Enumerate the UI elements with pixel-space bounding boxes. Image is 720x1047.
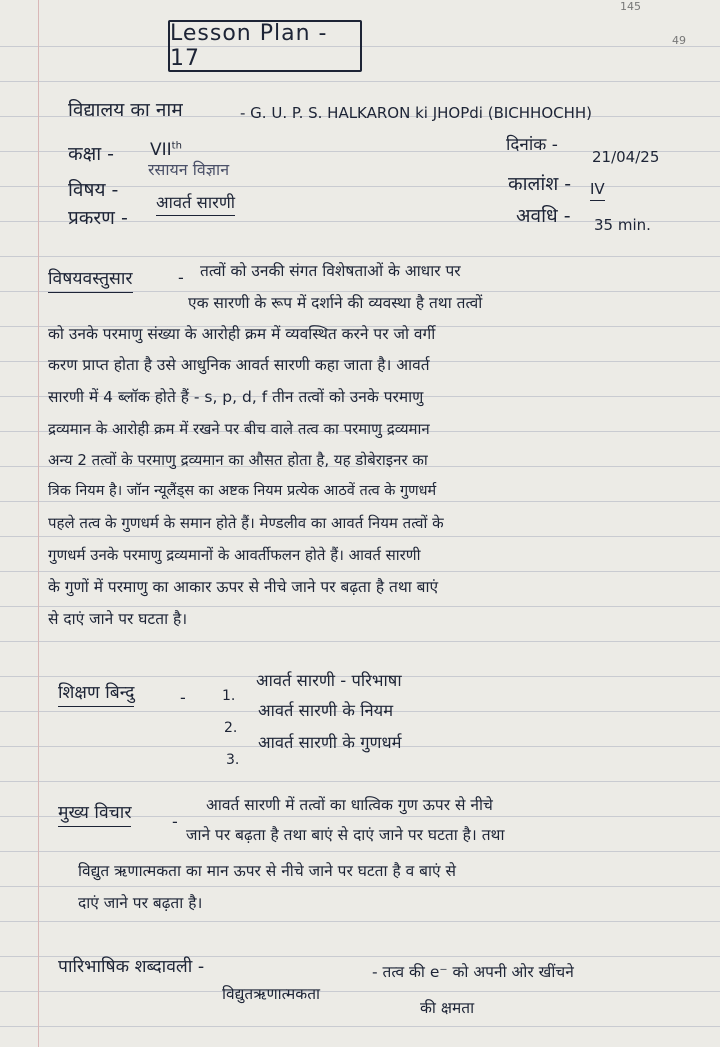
content-line-12: से दाएं जाने पर घटता है। [48, 610, 188, 628]
class-value [150, 140, 182, 160]
content-line-6: द्रव्यमान के आरोही क्रम में रखने पर बीच वाले तत्व का परमाणु द्रव्यमान [48, 420, 430, 438]
main-idea-label: मुख्य विचार [58, 800, 131, 827]
glossary-definition: - तत्व की e⁻ को अपनी ओर खींचने [372, 963, 574, 981]
topic-value: आवर्त सारणी [156, 190, 235, 216]
lesson-title-box [168, 20, 362, 72]
class-label: कक्षा - [68, 143, 115, 165]
content-line-1: तत्वों को उनकी संगत विशेषताओं के आधार पर [200, 262, 461, 280]
topic-label: प्रकरण - [68, 207, 128, 229]
content-line-9: पहले तत्व के गुणधर्म के समान होते हैं। मेण्डलीव का आवर्त नियम तत्वों के [48, 514, 444, 532]
lesson-title: Lesson Plan - 17 [170, 21, 328, 71]
school-label: विद्यालय का नाम [68, 99, 183, 121]
content-line-2: एक सारणी के रूप में दर्शाने की व्यवस्था है तथा तत्वों [188, 294, 483, 312]
corner-number-top: 145 [620, 0, 641, 13]
teaching-point-num-2: 2. [224, 720, 238, 736]
glossary-definition-cont: की क्षमता [420, 999, 475, 1017]
content-line-5: सारणी में 4 ब्लॉक होते हैं - s, p, d, f तीन तत्वों को उनके परमाणु [48, 388, 424, 406]
date-value: 21/04/25 [592, 148, 660, 166]
label-dash: - [178, 268, 184, 287]
teaching-points-label: शिक्षण बिन्दु [58, 680, 134, 707]
date-label: दिनांक - [506, 135, 558, 155]
content-line-10: गुणधर्म उनके परमाणु द्रव्यमानों के आवर्तीफलन होते हैं। आवर्त सारणी [48, 546, 421, 564]
main-idea-line-2: जाने पर बढ़ता है तथा बाएं से दाएं जाने पर घटता है। तथा [186, 826, 505, 844]
teaching-point-2: आवर्त सारणी के नियम [258, 701, 394, 720]
content-line-8: त्रिक नियम है। जॉन न्यूलैंड्स का अष्टक नियम प्रत्येक आठवें तत्व के गुणधर्म [48, 483, 437, 499]
duration-value: 35 min. [594, 216, 651, 234]
teaching-point-num-1: 1. [222, 688, 236, 704]
page-number: 49 [672, 34, 686, 47]
school-value: - G. U. P. S. HALKARON ki JHOPdi (BICHHOCHH) [240, 104, 593, 122]
class-suffix: th [171, 140, 182, 152]
content-summary-label: विषयवस्तुसार [48, 266, 133, 293]
class-number: VII [150, 140, 172, 160]
label-dash: - [172, 812, 178, 831]
content-line-7: अन्य 2 तत्वों के परमाणु द्रव्यमान का औसत होता है, यह डोबेराइनर का [48, 451, 428, 469]
main-idea-line-4: दाएं जाने पर बढ़ता है। [78, 894, 203, 912]
teaching-point-3: आवर्त सारणी के गुणधर्म [258, 733, 402, 752]
period-value: IV [590, 180, 605, 201]
duration-label: अवधि - [516, 205, 571, 227]
teaching-point-num-3: 3. [226, 752, 240, 768]
glossary-term: विद्युतऋणात्मकता [222, 985, 321, 1003]
margin-line [38, 0, 39, 1047]
period-label: कालांश - [508, 173, 572, 195]
glossary-label: पारिभाषिक शब्दावली - [58, 957, 205, 977]
main-idea-line-3: विद्युत ऋणात्मकता का मान ऊपर से नीचे जाने पर घटता है व बाएं से [78, 862, 457, 880]
teaching-point-1: आवर्त सारणी - परिभाषा [256, 671, 402, 690]
main-idea-line-1: आवर्त सारणी में तत्वों का धात्विक गुण ऊपर से नीचे [206, 796, 493, 814]
label-dash: - [180, 688, 186, 707]
content-line-11: के गुणों में परमाणु का आकार ऊपर से नीचे जाने पर बढ़ता है तथा बाएं [48, 578, 439, 596]
content-line-4: करण प्राप्त होता है उसे आधुनिक आवर्त सारणी कहा जाता है। आवर्त [48, 356, 430, 374]
subject-label: विषय - [68, 179, 119, 201]
subject-value: रसायन विज्ञान [148, 160, 230, 179]
content-line-3: को उनके परमाणु संख्या के आरोही क्रम में व्यवस्थित करने पर जो वर्गी [48, 325, 436, 343]
